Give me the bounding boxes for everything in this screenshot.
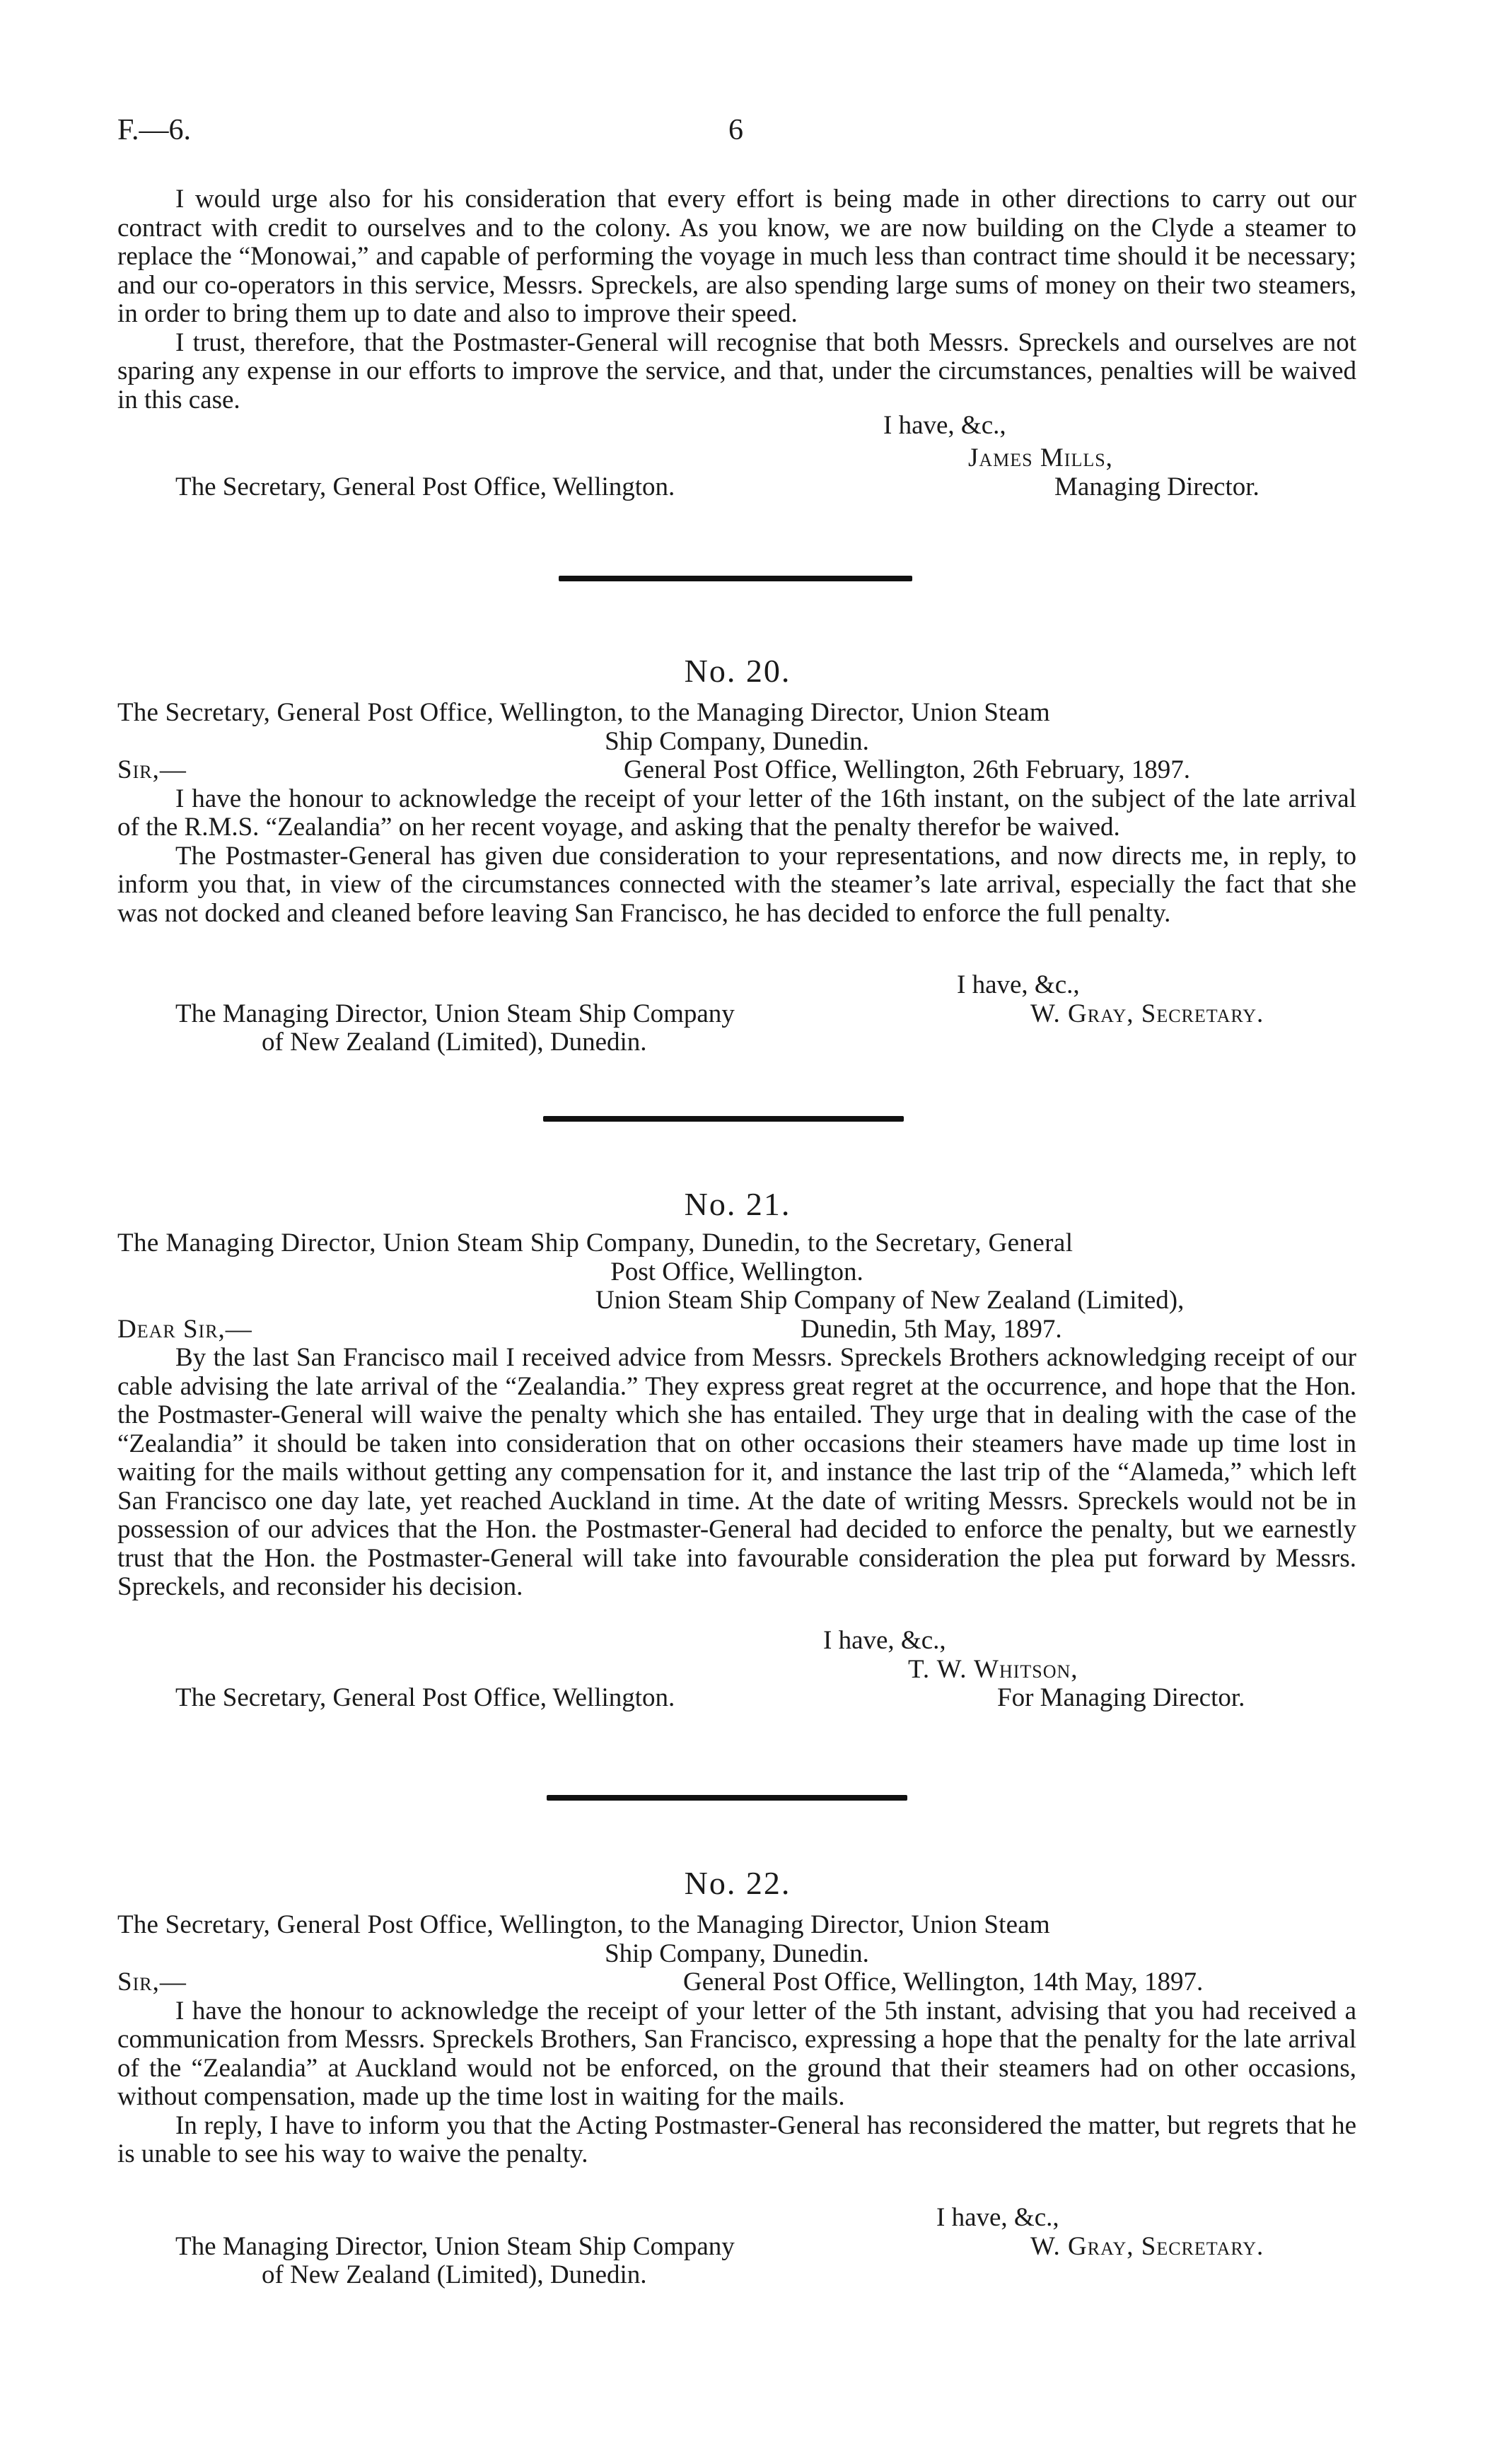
letter-paragraph: I have the honour to acknowledge the receipt of your letter of the 5th instant, advising that you had received a communication from Messrs. Spreckels Brothers, San Francisco, expressing a hope that the penalty for the late arrival of the “Zealandia” at Auckland would not be enforced, on the ground that their steamers had on other occasions, without compensation, made up the time lost in waiting for the mails. (117, 1996, 1356, 2111)
letter-heading: The Secretary, General Post Office, Wellington, to the Managing Director, Union Steam (117, 698, 1050, 727)
letter-number: No. 20. (684, 653, 791, 689)
page-reference: F.—6. (117, 114, 191, 146)
dateline: Union Steam Ship Company of New Zealand (Limited), (595, 1286, 1185, 1315)
salutation: Sir,— (117, 1968, 187, 1997)
letter-heading: The Managing Director, Union Steam Ship Company, Dunedin, to the Secretary, General (117, 1228, 1074, 1257)
dateline: Dunedin, 5th May, 1897. (801, 1314, 1062, 1344)
signer-title: For Managing Director. (997, 1683, 1245, 1712)
signature: W. Gray, Secretary. (1030, 2231, 1264, 2261)
signature: T. W. Whitson, (908, 1654, 1078, 1684)
closing: I have, &c., (823, 1626, 946, 1655)
salutation: Dear Sir,— (117, 1314, 252, 1344)
dateline: General Post Office, Wellington, 26th February, 1897. (624, 755, 1190, 784)
signature: W. Gray, Secretary. (1030, 999, 1264, 1028)
recipient-address: of New Zealand (Limited), Dunedin. (262, 1028, 647, 1057)
intro-address: The Secretary, General Post Office, Wellington. (175, 472, 675, 501)
letter-paragraph: In reply, I have to inform you that the Acting Postmaster-General has reconsidered the matter, but regrets that he is unable to see his way to waive the penalty. (117, 2110, 1356, 2168)
section-divider (543, 1116, 904, 1122)
closing: I have, &c., (936, 2203, 1059, 2232)
intro-paragraph: I would urge also for his consideration that every effort is being made in other directions to carry out our contract with credit to ourselves and to the colony. As you know, we are now building on the Clyde a steamer to replace the “Monowai,” and capable of performing the voyage in much less than contract time should it be necessary; and our co-operators in this service, Messrs. Spreckels, are also spending large sums of money on their two steamers, in order to bring them up to date and also to improve their speed. (117, 185, 1356, 328)
letter-20-closing (117, 971, 1356, 1057)
letter-number: No. 21. (684, 1186, 791, 1222)
letter-22 (117, 1911, 1356, 2169)
recipient-address: The Secretary, General Post Office, Wellington. (175, 1683, 675, 1712)
intro-closing: I have, &c., (883, 411, 1006, 440)
letter-heading: Ship Company, Dunedin. (605, 726, 869, 756)
letter-number: No. 22. (684, 1865, 791, 1901)
intro-letter-body (117, 185, 1356, 414)
intro-signer-title: Managing Director. (1054, 472, 1260, 501)
section-divider (547, 1795, 907, 1801)
letter-paragraph: By the last San Francisco mail I received advice from Messrs. Spreckels Brothers acknowledging receipt of our cable advising the late arrival of the “Zealandia.” They express great regret at the occurrence, and hope that the Hon. the Postmaster-General will waive the penalty which she has entailed. They urge that in dealing with the case of the “Zealandia” it should be taken into consideration that on other occasions their steamers have made up time lost in waiting for the mails without getting any compensation for it, and instance the last trip of the “Alameda,” which left San Francisco one day late, yet reached Auckland in time. At the date of writing Messrs. Spreckels would not be in possession of our advices that the Hon. the Postmaster-General had decided to enforce the penalty, but we earnestly trust that the Hon. the Postmaster-General will take into favourable consideration the plea put forward by Messrs. Spreckels, and reconsider his decision. (117, 1343, 1356, 1601)
recipient-address: The Managing Director, Union Steam Ship Company (175, 2231, 735, 2261)
intro-paragraph: I trust, therefore, that the Postmaster-General will recognise that both Messrs. Spreckels and ourselves are not sparing any expense in our efforts to improve the service, and that, under the circumstances, penalties will be waived in this case. (117, 327, 1356, 414)
closing: I have, &c., (957, 970, 1080, 999)
letter-22-closing (117, 2204, 1356, 2290)
letter-heading: The Secretary, General Post Office, Wellington, to the Managing Director, Union Steam (117, 1910, 1050, 1939)
letter-21 (117, 1229, 1356, 1602)
recipient-address: of New Zealand (Limited), Dunedin. (262, 2260, 647, 2289)
letter-heading: Post Office, Wellington. (610, 1257, 863, 1286)
page-number: 6 (728, 114, 743, 146)
recipient-address: The Managing Director, Union Steam Ship Company (175, 999, 735, 1028)
salutation: Sir,— (117, 755, 187, 784)
letter-20 (117, 699, 1356, 928)
letter-paragraph: The Postmaster-General has given due consideration to your representations, and now directs me, in reply, to inform you that, in view of the circumstances connected with the steamer’s late arrival, especially the fact that she was not docked and cleaned before leaving San Francisco, he has decided to enforce the full penalty. (117, 841, 1356, 928)
letter-heading: Ship Company, Dunedin. (605, 1939, 869, 1968)
dateline: General Post Office, Wellington, 14th May, 1897. (683, 1968, 1204, 1997)
intro-closing-block (117, 412, 1356, 441)
intro-signature-block (117, 444, 1356, 501)
section-divider (559, 576, 912, 581)
intro-signature: James Mills, (968, 443, 1113, 472)
letter-paragraph: I have the honour to acknowledge the receipt of your letter of the 16th instant, on the subject of the late arrival of the R.M.S. “Zealandia” on her recent voyage, and asking that the penalty therefor be waived. (117, 784, 1356, 842)
letter-21-closing (117, 1627, 1356, 1713)
